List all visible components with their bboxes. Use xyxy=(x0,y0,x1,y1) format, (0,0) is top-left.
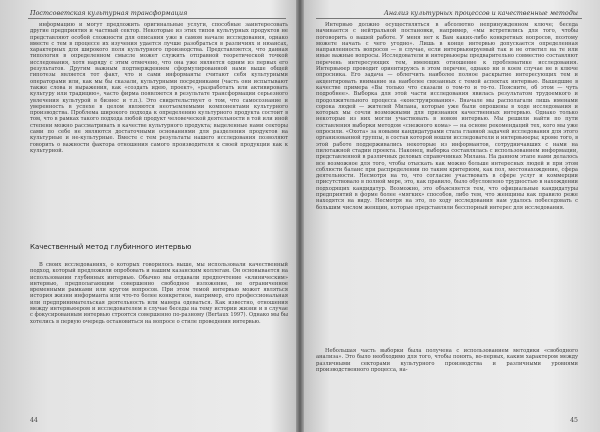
left-running-head: Постсоветская культурная трансформация xyxy=(30,9,188,17)
left-body-paragraph: В своих исследованиях, о которых говорилось выше, мы использовали качественный подход, который предложили опробовать и нашим казанским коллегам. Он основывается на использовании глубинных интервью. Обычно мы отдавали предпочтение «клиническим» интервью, предполагающим совершенно свободное изложение, не ограниченное временными рамками или кругом вопросов. При этом темой интервью может являться история жизни информанта или что-то более конкретное, например, его профессиональная или предпринимательская деятельность или манера одеваться. Как известно, отношения между интервьюером и исследователем в случае беседы на тему истории жизни и в случае с фокусированным интервью строятся совершенно по-разному (Bertaux 1997). Однако мы бы хотелись в первую очередь остановиться на вопросе о стиле проведения интервью. xyxy=(30,262,288,325)
left-body-text xyxy=(30,262,288,325)
left-page xyxy=(0,0,296,432)
left-top-text xyxy=(30,22,288,154)
right-bottom-paragraph: Небольшая часть выборки была получена с использованием методики «свободного анализа». Это было необходимо для того, чтобы понять, во-первых, каким характером между различными секторами культурного производства и различными уровнями производственного процесса, на- xyxy=(316,348,578,373)
right-page-number: 45 xyxy=(570,417,578,424)
right-running-head: Анализ культурных процессов и качественные методы xyxy=(384,9,578,17)
left-header-rule xyxy=(28,18,286,19)
right-bottom-text xyxy=(316,348,578,373)
right-page xyxy=(304,0,600,432)
right-header-rule xyxy=(316,18,582,19)
right-top-paragraph: Интервью должно осуществляться в абсолютно непринужденном ключе; беседа начинается с нейтральной постановки, например, «мы встретились для того, чтобы поговорить о вашей работе. У меня нет к Вам каких-либо конкретных вопросов, поэтому можете начать с чего угодно». Лишь в конце интервью допускается определенная направленность вопросов — в случае, если интервьюируемый так и не ответил на те или иные важные вопросы. Исследователи и интервьюеры предварительно совместно составляют перечень интересующих тем, имеющих отношение к проблематике исследования. Интервьюер проводит ориентируясь в этом перечне, однако ни в коем случае не в ключе опросника. Его задача — облегчить наиболее полное раскрытие интересующих тем и акцентировать внимание на наиболее связанных с темой аспектах интервью. Вышедшие в качестве примера «Вы только что сказали о том-то и то-то. Поясните, об этом — чуть подробнее». Выборка для этой части исследования явилась результатом трудоемкого и продолжительного процесса «конструирования». Вначале мы располагали лишь именами сорока людей — жителей Милана, которые уже были опрошены в ходе исследования и которых мы сочли возможными для признания качественных интервью. Однако только некоторые из них могли участвовать в новом интервью. Мы решили найти по пути составления выборки методом «снежного кома» — на основе рекомендаций тех, кого мы уже опросили. «Охота» за новыми кандидатурами стала главной задачей исследования для этого организованной группы, в состав которой вошли исследователи и интервьюеры; кроме того, в этой работе поддерживались некоторые из информантов, сотрудничавших с нами на пилотажной стадии проекта. Наконец, выборка составлялась с использованием информации, представленной в различных деловых справочниках Милана. На данном этапе нами делалось все возможное для того, чтобы отыскать как можно больше интересных людей и при этом соблюсти баланс при распределении по таким критериям, как пол, местонахождение, сфера деятельности. Несмотря на то, что согласие участвовать в сфере услуг и коммерции присутствовало в полной мере, это, как правило, было обусловлено трудностью в нахождении подходящих кандидатур. Возможно, это объясняется тем, что официальные кандидатуры предприятий в форме более «мягких» способов, либо тем, что женщины как правило реже находятся на виду. Несмотря на это, по ходу исследования нам удалось побеседовать с большим числом женщин, которые представляли бесспорный интерес для исследования. xyxy=(316,22,578,211)
left-top-paragraph: информацию и могут предложить оригинальные услуги, способные заинтересовать другие предприятия и частный сектор. Некоторые из этих типов культурных продуктов не представляют особой сложности для описания уже в самом начале исследования, однако вместе с тем в процессе их изучения удается лучше разобраться в различиях и нюансах, характерных для широкого поля культурного производства. Представляется, что данная типология в определенном смысле может служить отправной теоретической точкой исследования, хотя наряду с этим отмечено, что она уже является одним из первых его результатов. Другим важным подтверждением сформулированной нами выше общей гипотезы является тот факт, что и сами информанты считают себя культурными операторами или, как мы бы сказали, культурными посредниками (часть они испытывают также слова и выражения, как «создать идею, проект», «разработать или активировать культуру или традицию», часто фирма появляется в результате трансформации серьезного увлечения культурой в бизнес и т.п.). Это свидетельствует о том, что самосознание и уверенность в успехе в целом являются неотъемлемыми компонентами культурного производства. Проблема широкого подхода к определению культурного продукта состоит в том, что в рамках такого подхода любой продукт человеческой деятельности в той или иной степени можно рассматривать в качестве культурного продукта; выделенные нами секторы сами по себе не являются достаточными основаниями для разделения продуктов на культурные и не-культурные. Вместе с тем результаты нашего исследования позволяют говорить о важности фактора отношения самого производителя к своей продукции как к культурной. xyxy=(30,22,288,154)
section-heading: Качественный метод глубинного интервью xyxy=(30,243,192,251)
left-page-number: 44 xyxy=(30,417,38,424)
right-top-text xyxy=(316,22,578,211)
book-gutter xyxy=(296,0,304,432)
